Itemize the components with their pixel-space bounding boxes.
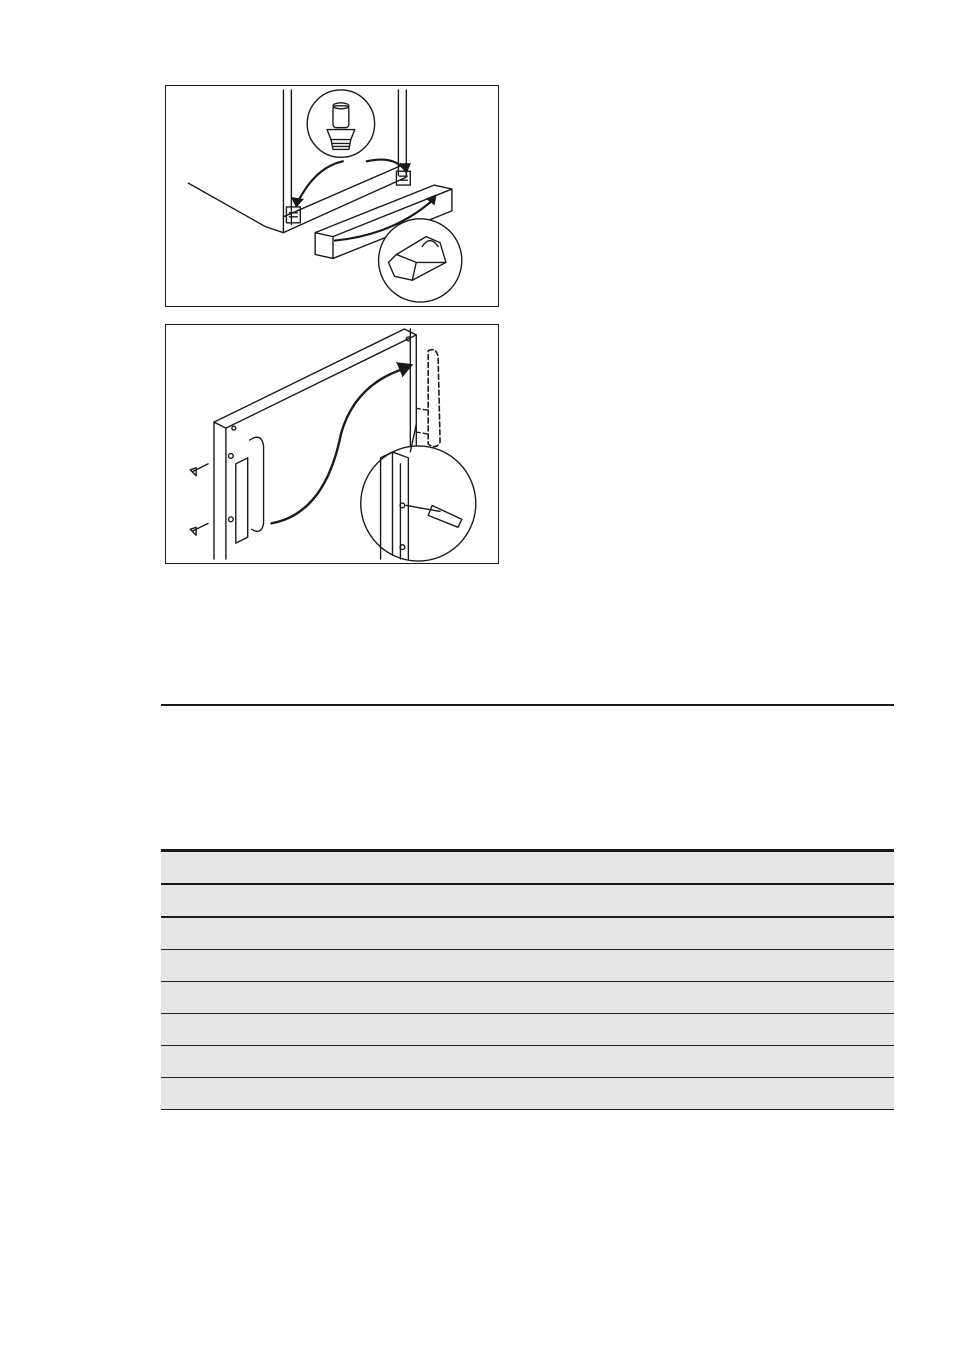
table-row — [161, 917, 894, 950]
table-cell — [528, 950, 895, 982]
table-row — [161, 1078, 894, 1110]
table-cell — [161, 1014, 528, 1046]
table-row — [161, 1046, 894, 1078]
table-cell — [528, 1078, 895, 1110]
table-cell — [528, 1014, 895, 1046]
table-cell — [161, 917, 528, 950]
table-cell — [161, 950, 528, 982]
table-cell — [161, 1078, 528, 1110]
section-divider — [161, 704, 894, 706]
table-row — [161, 950, 894, 982]
table-row — [161, 851, 894, 885]
table-row — [161, 884, 894, 917]
table-row — [161, 982, 894, 1014]
plinth-installation-figure — [165, 85, 499, 307]
table-cell — [528, 917, 895, 950]
technical-data-table — [161, 849, 894, 1110]
table-row — [161, 1014, 894, 1046]
table-cell — [161, 1046, 528, 1078]
door-handle-reversal-figure — [165, 324, 499, 564]
table-cell — [528, 884, 895, 917]
door-handle-reversal-icon — [166, 325, 498, 563]
table-cell — [161, 982, 528, 1014]
table-cell — [161, 851, 528, 885]
table-cell — [528, 1046, 895, 1078]
table-cell — [161, 884, 528, 917]
plinth-installation-icon — [166, 86, 498, 306]
table-cell — [528, 851, 895, 885]
table-cell — [528, 982, 895, 1014]
